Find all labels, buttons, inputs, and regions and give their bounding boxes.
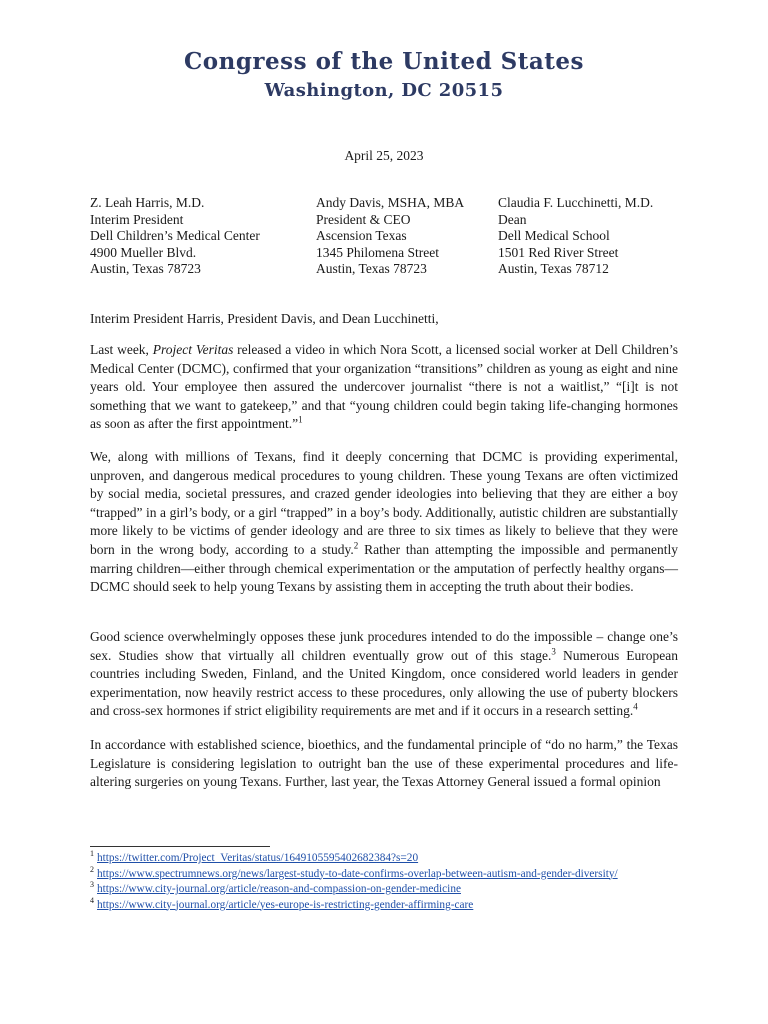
footnote-item [90, 864, 618, 883]
recipient-city: Austin, Texas 78723 [316, 261, 427, 276]
paragraph-text: We, along with millions of Texans, find it deeply concerning that DCMC is providing experimental, unproven, and dangerous medical procedures to young children. These young Texans are often victimized by social media, societal pressures, and crazed gender ideologies into believing that they are either a boy “trapped” in a girl’s body, or a girl “trapped” in a boy’s body. Additionally, autistic children are substantially more likely to be victims of gender ideology and are three to six times as likely to believe that they were born in the wrong body, according to a study. [90, 449, 678, 557]
footnote-link[interactable]: https://www.city-journal.org/article/reason-and-compassion-on-gender-medicine [97, 883, 461, 895]
paragraph-text: Good science overwhelmingly opposes these junk procedures intended to do the impossible – change one’s sex. Studies show that virtually all children eventually grow out of this stage. [90, 629, 678, 663]
paragraph-video [90, 341, 678, 434]
letterhead-subtitle: Washington, DC 20515 [264, 80, 504, 101]
footnote-ref[interactable]: 2 [353, 540, 359, 551]
footnote-link[interactable]: https://www.city-journal.org/article/yes-europe-is-restricting-gender-affirming-care [97, 898, 474, 911]
recipient-org: Dell Medical School [498, 228, 610, 243]
recipient-title: Interim President [90, 211, 184, 227]
source-name: Project Veritas [152, 342, 234, 357]
paragraph-text: In accordance with established science, bioethics, and the fundamental principle of “do no harm,” the Texas Legislature is considering legislation to outright ban the use of these experimental procedures and life-altering surgeries on young Texans. Further, last year, the Texas Attorney General issued a formal opinion [90, 737, 678, 790]
letterhead-title: Congress of the United States [183, 48, 585, 75]
footnote-divider [90, 846, 270, 847]
footnote-ref[interactable]: 1 [298, 414, 303, 425]
footnotes [90, 851, 618, 913]
recipient-name: Claudia F. Lucchinetti, M.D. [498, 195, 654, 210]
recipient-block-davis [316, 195, 464, 278]
salutation: Interim President Harris, President Davis, and Dean Lucchinetti, [90, 311, 439, 326]
recipient-street: 4900 Mueller Blvd. [90, 244, 197, 260]
footnote-ref[interactable]: 4 [633, 701, 638, 712]
footnote-number: 2 [90, 864, 94, 874]
recipient-block-lucchinetti [498, 195, 653, 278]
recipient-title: President & CEO [316, 211, 411, 227]
paragraph-concern [90, 448, 678, 597]
footnote-number: 3 [90, 880, 94, 890]
letter-date: April 25, 2023 [344, 148, 424, 163]
recipient-block-harris [90, 195, 260, 278]
footnote-item [90, 851, 618, 867]
recipient-name: Andy Davis, MSHA, MBA [316, 195, 465, 210]
recipient-title: Dean [498, 211, 527, 227]
paragraph-text: released a video in which Nora Scott, a licensed social worker at Dell Children’s Medical Center (DCMC), confirmed that your organization “transitions” children as young as eight and nine years old. Your employee then assured the undercover journalist “there is not a waitlist,” “[i]t is not something that we want to gatekeep,” and that “young children could begin taking life-changing hormones as soon as after the first appointment.” [90, 342, 678, 432]
footnote-item [90, 895, 618, 914]
recipient-city: Austin, Texas 78723 [90, 261, 201, 276]
footnote-ref[interactable]: 3 [551, 646, 556, 657]
recipient-city: Austin, Texas 78712 [498, 261, 609, 276]
recipient-street: 1345 Philomena Street [316, 244, 439, 260]
footnote-number: 4 [90, 895, 94, 905]
recipient-street: 1501 Red River Street [498, 244, 619, 260]
footnote-link[interactable]: https://twitter.com/Project_Veritas/status/1649105595402682384?s=20 [97, 852, 419, 864]
footnote-item [90, 882, 618, 898]
recipient-org: Dell Children’s Medical Center [90, 228, 260, 243]
footnote-link[interactable]: https://www.spectrumnews.org/news/largest-study-to-date-confirms-overlap-between-autism-and-gender-diversity/ [97, 867, 618, 880]
paragraph-text: Numerous European countries including Sweden, Finland, and the United Kingdom, once considered world leaders in gender experimentation, now heavily restrict access to these procedures, only allowing the use of puberty blockers and cross-sex hormones if strict eligibility requirements are met and if it occurs in a research setting. [90, 647, 678, 719]
recipient-name: Z. Leah Harris, M.D. [90, 195, 205, 210]
recipient-org: Ascension Texas [316, 228, 407, 243]
paragraph-text: Last week, [90, 342, 153, 357]
footnote-number: 1 [90, 849, 94, 859]
paragraph-science [90, 628, 678, 721]
paragraph-legislation [90, 736, 678, 792]
paragraph-text: Rather than attempting the impossible and permanently marring children—either through chemical experimentation or the amputation of perfectly healthy organs—DCMC should seek to help young Texans by assisting them in accepting the truth about their bodies. [90, 541, 678, 595]
